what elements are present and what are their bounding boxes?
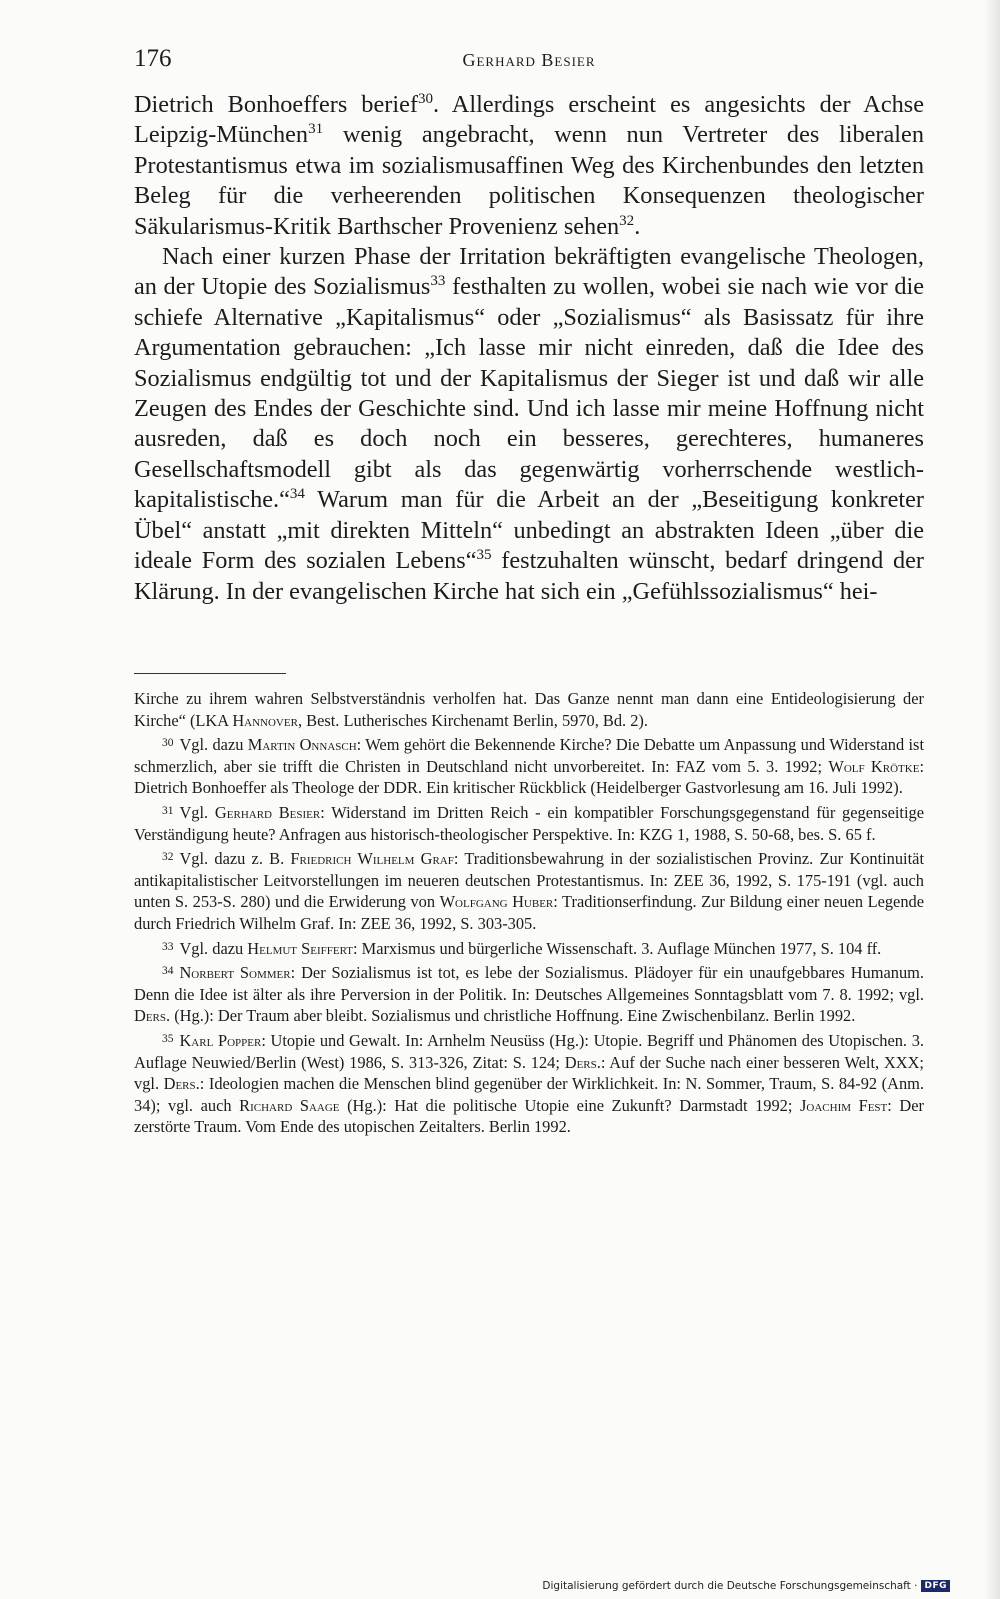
text-run: : Dietrich Bonhoeffer als Theologe der DDR. Ein kritischer Rückblick (Heidelberger Gastvorlesung am 16. Juli 1992).: [134, 756, 924, 798]
author-name: Martin Onnasch: [247, 735, 357, 755]
footnote-continuation: [134, 688, 924, 731]
text-run: : Marxismus und bürgerliche Wissenschaft. 3. Auflage München 1977, S. 104 ff.: [352, 938, 882, 958]
footnote-32: [134, 848, 924, 934]
text-run: festhalten zu wollen, wobei sie nach wie vor die schiefe Alternative „Kapitalismus“ oder „Sozialismus“ als Basissatz für ihre Argumentation gebrauchen: „Ich lasse mir nicht einreden, daß die Idee des Sozialismus endgültig tot und der Kapitalismus der Sieger ist und daß wir alle Zeugen des Endes der Geschichte sind. Und ich lasse mir meine Hoffnung nicht ausreden, daß es doch noch ein besseres, gerechteres, humaneres Gesellschaftsmodell gibt als das gegenwärtig vorherrschende westlich-kapitalistische.“: [134, 273, 924, 514]
text-run: Vgl. dazu z. B.: [179, 849, 291, 869]
text-run: : Utopie und Gewalt. In: Arnhelm Neusüss (Hg.): Utopie. Begriff und Phänomen des Utopischen. 3. Auflage Neuwied/Berlin (West) 1986, S. 313-326, Zitat: S. 124;: [134, 1030, 924, 1072]
author-name: Ders.: [564, 1052, 601, 1072]
footnote-ref-30: 30: [417, 90, 434, 107]
author-name: Friedrich Wilhelm Graf: [290, 849, 454, 869]
text-run: : Wem gehört die Bekennende Kirche? Die Debatte um Anpassung und Widerstand ist schmerzlich, aber sie trifft die Christen in Deutschland nicht unvorbereitet. In: FAZ vom 5. 3. 1992;: [134, 735, 924, 776]
footnote-number: 33: [162, 940, 174, 953]
author-name: Ders.: [163, 1074, 200, 1094]
text-run: : Der Sozialismus ist tot, es lebe der Sozialismus. Plädoyer für ein unaufgebbares Humanum. Denn die Idee ist älter als ihre Perversion in der Politik. In: Deutsches Allgemeines Sonntagsblatt vom 7. 8. 1992; vgl.: [134, 963, 924, 1004]
footnote-number: 35: [162, 1032, 174, 1045]
text-run: . Allerdings erscheint es angesichts der Achse Leipzig-München: [134, 91, 924, 149]
author-name: Helmut Seiffert: [247, 938, 353, 958]
page-header: [134, 44, 924, 80]
author-name: Wolf Krötke: [828, 756, 920, 776]
text-run: Vgl.: [179, 802, 215, 822]
digitization-footer: [542, 1579, 950, 1593]
footnote-ref-33: 33: [430, 273, 446, 290]
footnote-number: 30: [162, 737, 174, 750]
author-name: Ders.: [134, 1006, 171, 1026]
text-run: : Widerstand im Dritten Reich - ein kompatibler Forschungsgegenstand für gegenseitige Verständigung heute? Anfragen aus historisch-theologischer Perspektive. In: KZG 1, 1988, S. 50-68, bes. S. 65 f.: [134, 802, 924, 844]
author-name: Norbert Sommer: [179, 963, 291, 983]
text-run: Vgl. dazu: [179, 938, 248, 958]
author-name: Karl Popper: [179, 1030, 262, 1050]
text-run: Kirche zu ihrem wahren Selbstverständnis verholfen hat. Das Ganze nennt man dann eine Entideologisierung der Kirche“ (LKA: [134, 689, 924, 730]
footnote-31: [134, 802, 924, 845]
author-name: Wolfgang Huber: [439, 892, 554, 912]
footnote-number: 32: [162, 851, 174, 864]
author-name: Hannover: [232, 710, 298, 730]
text-run: Nach einer kurzen Phase der Irritation bekräftigten evangelische Theologen, an der Utopie des Sozialismus: [134, 243, 924, 301]
page-number: 176: [134, 45, 172, 72]
page-edge-shadow: [984, 0, 1000, 1599]
author-name: Joachim Fest: [800, 1095, 888, 1115]
text-run: : Ideologien machen die Menschen blind gegenüber der Wirklichkeit. In: N. Sommer, Traum, S. 84-92 (Anm. 34); vgl. auch: [134, 1074, 925, 1115]
dfg-logo-icon: DFG: [921, 1580, 950, 1592]
text-run: : Traditionsbewahrung in der sozialistischen Provinz. Zur Kontinuität antikapitalistischer Leitvorstellungen im neueren deutschen Protestantismus. In: ZEE 36, 1992, S. 175-191 (vgl. auch unten S. 253-S. 280) und die Erwiderung von: [134, 849, 924, 912]
footnote-ref-34: 34: [289, 486, 305, 503]
running-head: Gerhard Besier: [462, 50, 596, 70]
text-run: : Auf der Suche nach einer besseren Welt, XXX; vgl.: [134, 1052, 924, 1094]
footnote-separator: [134, 673, 286, 674]
footnote-ref-35: 35: [476, 547, 492, 564]
author-name: Gerhard Besier: [214, 802, 321, 822]
text-run: : Traditionserfindung. Zur Bildung einer neuen Legende durch Friedrich Wilhelm Graf. In: ZEE 36, 1992, S. 303-305.: [134, 892, 924, 933]
footnote-33: [134, 938, 924, 960]
text-run: Warum man für die Arbeit an der „Beseitigung konkreter Übel“ anstatt „mit direkten Mitteln“ unbedingt an abstrakten Ideen „über die ideale Form des sozialen Lebens“: [134, 486, 924, 575]
text-run: Vgl. dazu: [179, 735, 248, 755]
footnotes: [134, 688, 924, 1138]
text-run: festzuhalten wünscht, bedarf dringend der Klärung. In der evangelischen Kirche hat sich ein „Gefühlssozialismus“ hei-: [134, 547, 925, 605]
paragraph-2: [134, 242, 924, 607]
text-run: , Best. Lutherisches Kirchenamt Berlin, 5970, Bd. 2).: [297, 710, 648, 730]
footnote-ref-32: 32: [619, 212, 635, 229]
text-run: (Hg.): Hat die politische Utopie eine Zukunft? Darmstadt 1992;: [339, 1095, 801, 1115]
text-run: wenig angebracht, wenn nun Vertreter des liberalen Protestantismus etwa im sozialismusaffinen Weg des Kirchenbundes den letzten Beleg für die verheerenden politischen Konsequenzen theologischer Säkularismus-Kritik Barthscher Provenienz sehen: [134, 121, 924, 240]
footnote-34: [134, 962, 924, 1027]
paragraph-1: [134, 90, 924, 242]
text-run: (Hg.): Der Traum aber bleibt. Sozialismus und christliche Hoffnung. Eine Zwischenbilanz. Berlin 1992.: [170, 1006, 856, 1026]
text-run: .: [634, 212, 641, 240]
text-run: Dietrich Bonhoeffers berief: [134, 91, 418, 118]
author-name: Richard Saage: [239, 1095, 340, 1115]
footnote-ref-31: 31: [308, 121, 324, 138]
text-run: : Der zerstörte Traum. Vom Ende des utopischen Zeitalters. Berlin 1992.: [134, 1095, 924, 1137]
footnote-30: [134, 734, 924, 799]
footnote-number: 34: [162, 965, 174, 978]
footnote-number: 31: [162, 804, 174, 817]
footer-text: Digitalisierung gefördert durch die Deutsche Forschungsgemeinschaft ·: [542, 1580, 918, 1592]
footnote-35: [134, 1030, 924, 1138]
main-text: [134, 90, 924, 607]
